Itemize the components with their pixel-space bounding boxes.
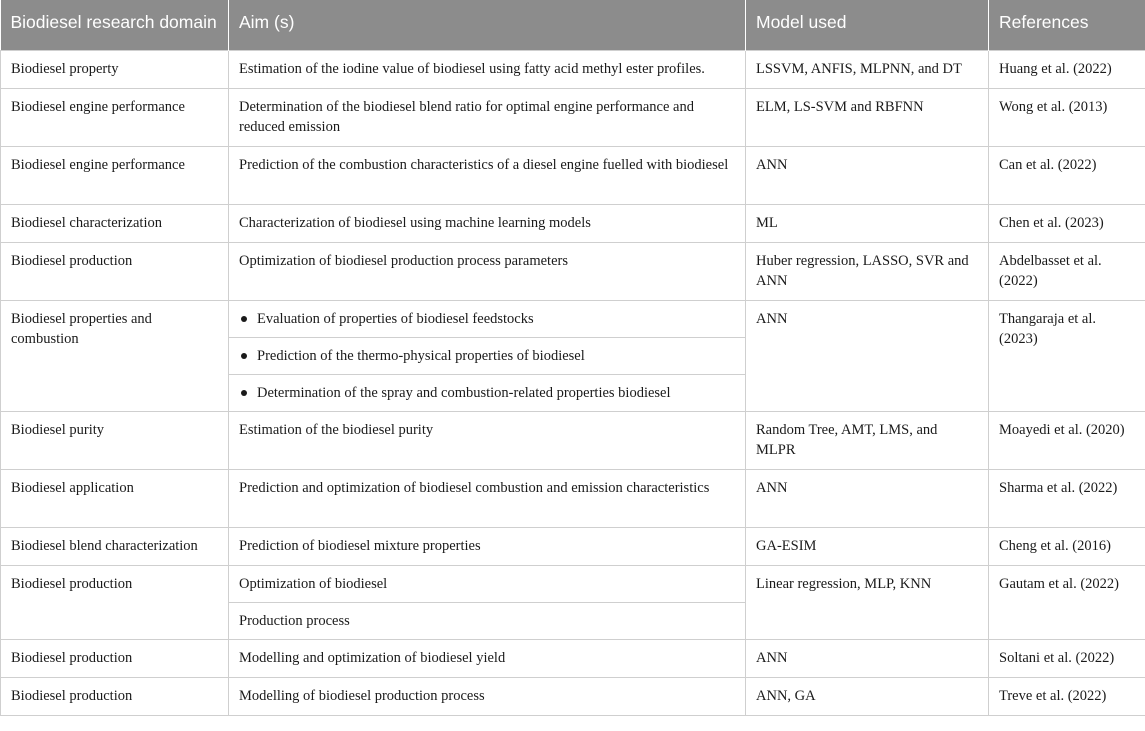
header-domain: Biodiesel research domain: [1, 0, 229, 50]
header-aims: Aim (s): [229, 0, 746, 50]
aim-cell: [229, 374, 746, 411]
table-row: [1, 88, 1145, 146]
domain-cell: Biodiesel properties and combustion: [1, 300, 229, 411]
aim-cell: Estimation of the biodiesel purity: [229, 411, 746, 469]
model-cell: GA-ESIM: [746, 527, 989, 565]
table-row: [1, 411, 1145, 469]
bullet-icon: [241, 316, 247, 322]
domain-cell: Biodiesel engine performance: [1, 88, 229, 146]
domain-cell: Biodiesel production: [1, 242, 229, 300]
model-cell: ANN: [746, 639, 989, 677]
domain-cell: Biodiesel engine performance: [1, 146, 229, 204]
reference-cell: Thangaraja et al. (2023): [989, 300, 1145, 411]
model-cell: ML: [746, 204, 989, 242]
reference-cell: Sharma et al. (2022): [989, 469, 1145, 527]
reference-cell: Soltani et al. (2022): [989, 639, 1145, 677]
aim-cell: Prediction of the combustion characteristics of a diesel engine fuelled with biodiesel: [229, 146, 746, 204]
header-references: References: [989, 0, 1145, 50]
domain-cell: Biodiesel blend characterization: [1, 527, 229, 565]
domain-cell: Biodiesel purity: [1, 411, 229, 469]
model-cell: Linear regression, MLP, KNN: [746, 565, 989, 639]
table-row: [1, 565, 1145, 602]
aim-text: Evaluation of properties of biodiesel feedstocks: [257, 310, 534, 327]
table-row: [1, 50, 1145, 88]
aim-cell: Characterization of biodiesel using machine learning models: [229, 204, 746, 242]
aim-cell: Modelling of biodiesel production process: [229, 677, 746, 715]
domain-cell: Biodiesel production: [1, 677, 229, 715]
domain-cell: Biodiesel characterization: [1, 204, 229, 242]
reference-cell: Cheng et al. (2016): [989, 527, 1145, 565]
aim-cell: [229, 337, 746, 374]
aim-cell: Prediction and optimization of biodiesel combustion and emission characteristics: [229, 469, 746, 527]
domain-cell: Biodiesel property: [1, 50, 229, 88]
aim-cell: Production process: [229, 602, 746, 639]
model-cell: ANN: [746, 146, 989, 204]
bullet-icon: [241, 353, 247, 359]
aim-cell: Modelling and optimization of biodiesel yield: [229, 639, 746, 677]
table-row: [1, 527, 1145, 565]
model-cell: LSSVM, ANFIS, MLPNN, and DT: [746, 50, 989, 88]
table-row: [1, 242, 1145, 300]
aim-cell: Optimization of biodiesel production process parameters: [229, 242, 746, 300]
table-row: [1, 204, 1145, 242]
aim-text: Prediction of the thermo-physical properties of biodiesel: [257, 347, 585, 364]
table-row: [1, 677, 1145, 715]
reference-cell: Chen et al. (2023): [989, 204, 1145, 242]
header-row: [1, 0, 1145, 50]
reference-cell: Gautam et al. (2022): [989, 565, 1145, 639]
domain-cell: Biodiesel application: [1, 469, 229, 527]
table-row: [1, 469, 1145, 527]
reference-cell: Huang et al. (2022): [989, 50, 1145, 88]
model-cell: ANN, GA: [746, 677, 989, 715]
aim-text: Determination of the spray and combustion-related properties biodiesel: [257, 384, 671, 401]
reference-cell: Wong et al. (2013): [989, 88, 1145, 146]
header-model: Model used: [746, 0, 989, 50]
model-cell: ELM, LS-SVM and RBFNN: [746, 88, 989, 146]
model-cell: ANN: [746, 469, 989, 527]
table-row: [1, 639, 1145, 677]
table-row: [1, 300, 1145, 337]
aim-cell: Prediction of biodiesel mixture properties: [229, 527, 746, 565]
bullet-icon: [241, 390, 247, 396]
aim-cell: Optimization of biodiesel: [229, 565, 746, 602]
domain-cell: Biodiesel production: [1, 639, 229, 677]
model-cell: ANN: [746, 300, 989, 411]
model-cell: Huber regression, LASSO, SVR and ANN: [746, 242, 989, 300]
model-cell: Random Tree, AMT, LMS, and MLPR: [746, 411, 989, 469]
reference-cell: Can et al. (2022): [989, 146, 1145, 204]
aim-cell: [229, 300, 746, 337]
table-row: [1, 146, 1145, 204]
reference-cell: Abdelbasset et al. (2022): [989, 242, 1145, 300]
domain-cell: Biodiesel production: [1, 565, 229, 639]
aim-cell: Estimation of the iodine value of biodiesel using fatty acid methyl ester profiles.: [229, 50, 746, 88]
reference-cell: Treve et al. (2022): [989, 677, 1145, 715]
reference-cell: Moayedi et al. (2020): [989, 411, 1145, 469]
aim-cell: Determination of the biodiesel blend ratio for optimal engine performance and reduced emission: [229, 88, 746, 146]
